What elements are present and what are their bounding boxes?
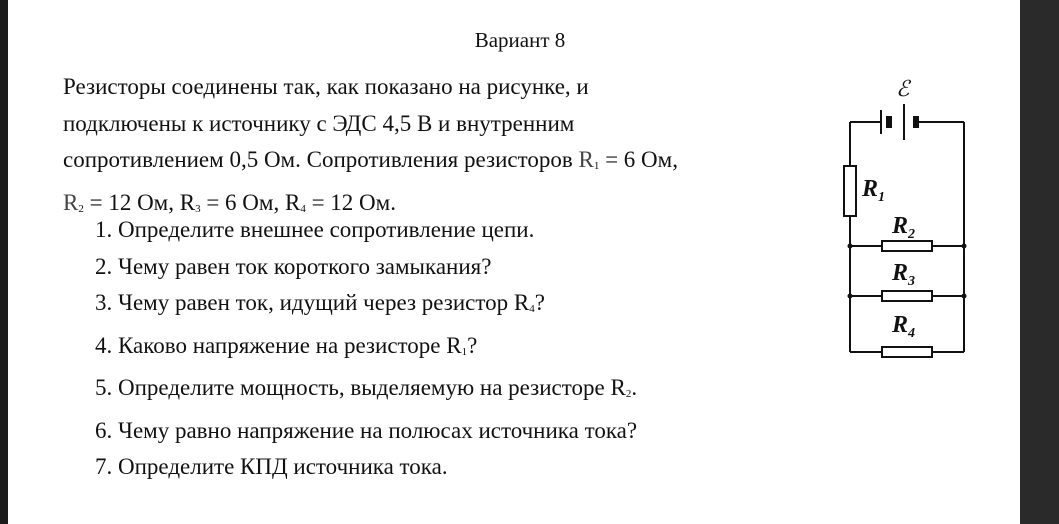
- question-text: Каково напряжение на резисторе R: [118, 332, 462, 358]
- question-subscript: 2: [625, 388, 632, 400]
- junction-dot: [962, 294, 967, 299]
- question-item: [95, 328, 637, 371]
- r4-symbol: R: [284, 189, 301, 215]
- r1-symbol: R: [578, 147, 594, 172]
- question-item: [95, 285, 637, 328]
- r3-symbol: R: [179, 189, 196, 215]
- r2-value: = 12 Ом,: [83, 189, 180, 215]
- question-item: [95, 212, 637, 249]
- question-text: Чему равен ток короткого замыкания?: [118, 253, 492, 279]
- question-end: ?: [534, 290, 545, 315]
- r4-value: = 12 Ом.: [305, 189, 396, 215]
- label-r3: $R_3$: [892, 260, 916, 289]
- r1-subscript: 1: [593, 160, 600, 172]
- question-number: 1.: [95, 217, 113, 242]
- r3-value: = 6 Ом,: [200, 189, 285, 215]
- r2-subscript: 2: [78, 202, 84, 215]
- problem-line-2: подключены к источнику с ЭДС 4,5 В и внутренним: [63, 110, 575, 136]
- resistor-r3: [882, 291, 932, 301]
- label-r2: $R_2$: [892, 213, 916, 242]
- resistor-r4: [882, 347, 932, 357]
- problem-line-1: Резисторы соединены так, как показано на рисунке, и: [63, 74, 589, 99]
- question-number: 2.: [95, 253, 113, 279]
- question-number: 7.: [95, 454, 113, 479]
- problem-statement: [63, 69, 825, 227]
- question-item: [95, 249, 637, 286]
- problem-line-3: сопротивлением 0,5 Ом. Сопротивления резисторов: [63, 147, 579, 172]
- question-number: 3.: [95, 290, 113, 315]
- question-number: 6.: [95, 417, 113, 443]
- battery-symbol: [881, 104, 916, 140]
- r1-value: = 6 Ом,: [599, 147, 678, 172]
- junction-dot: [962, 244, 967, 249]
- question-subscript: 1: [461, 345, 468, 358]
- question-text: Определите внешнее сопротивление цепи.: [118, 217, 535, 242]
- junction-dot: [848, 294, 853, 299]
- r4-subscript: 4: [300, 202, 306, 215]
- question-item: [95, 413, 637, 450]
- question-item: [95, 370, 637, 413]
- r3-subscript: 3: [195, 202, 201, 215]
- question-end: .: [631, 375, 638, 400]
- question-subscript: 4: [529, 303, 535, 315]
- label-r1: $R_1$: [862, 176, 886, 205]
- question-text: Определите КПД источника тока.: [118, 454, 448, 479]
- variant-title: Вариант 8: [474, 28, 566, 52]
- resistor-r1: [844, 166, 856, 216]
- question-end: ?: [467, 332, 478, 358]
- question-number: 4.: [95, 332, 113, 358]
- page-edge-shadow: [1020, 0, 1059, 524]
- question-item: [95, 449, 637, 486]
- label-r4: $R_4$: [892, 312, 916, 341]
- question-list: [95, 212, 637, 486]
- question-text: Чему равно напряжение на полюсах источника тока?: [118, 417, 638, 443]
- r2-symbol: R: [63, 189, 79, 215]
- question-number: 5.: [95, 375, 113, 400]
- question-text: Определите мощность, выделяемую на резисторе R: [118, 375, 626, 400]
- question-text: Чему равен ток, идущий через резистор R: [118, 290, 530, 315]
- resistor-r2: [882, 241, 932, 251]
- emf-label: ℰ: [896, 76, 910, 101]
- circuit-diagram: [836, 66, 976, 366]
- junction-dot: [848, 244, 853, 249]
